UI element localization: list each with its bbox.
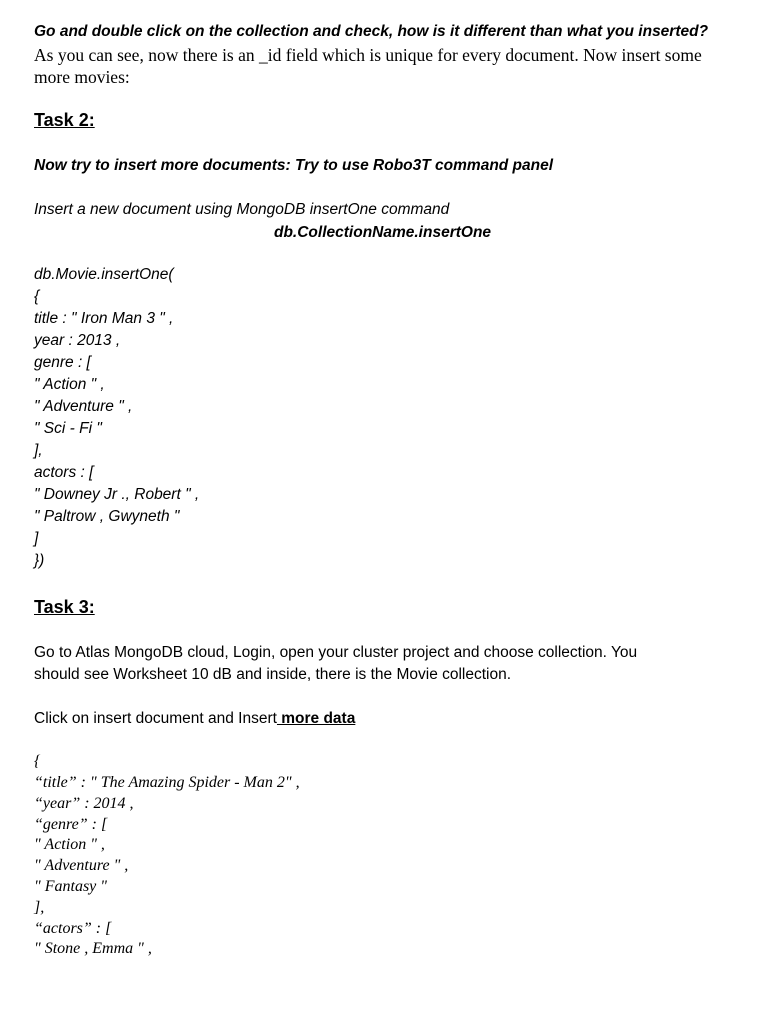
task3-code-line: {	[34, 753, 41, 770]
task3-insert-prefix: Click on insert document and Insert	[34, 710, 277, 727]
task3-insert-line	[34, 710, 355, 728]
task3-code-line: ],	[34, 899, 45, 916]
task2-code-line: actors : [	[34, 464, 94, 481]
task2-code-line: db.Movie.insertOne(	[34, 266, 174, 283]
task2-heading: Task 2:	[34, 110, 95, 130]
intro-question: Go and double click on the collection and check, how is it different than what you inserted?	[34, 23, 709, 40]
intro-body-line2: more movies:	[34, 67, 130, 87]
task3-code-line: " Adventure " ,	[34, 857, 129, 874]
task2-code-line: ],	[34, 442, 43, 459]
task3-code-line: " Fantasy "	[34, 878, 107, 895]
task2-code-line: " Paltrow , Gwyneth "	[34, 508, 180, 525]
task2-instruction: Now try to insert more documents: Try to use Robo3T command panel	[34, 157, 554, 174]
intro-body-line1: As you can see, now there is an _id field which is unique for every document. Now insert some	[34, 45, 702, 65]
task3-para-line1: Go to Atlas MongoDB cloud, Login, open your cluster project and choose collection. You	[34, 644, 638, 661]
task2-code-line: " Adventure " ,	[34, 398, 133, 415]
task3-code-line: " Stone , Emma " ,	[34, 940, 152, 957]
task2-code-line: title : " Iron Man 3 " ,	[34, 310, 174, 327]
task2-command: db.CollectionName.insertOne	[274, 224, 492, 241]
task3-code-line: “actors” : [	[34, 920, 112, 937]
task2-code-line: " Downey Jr ., Robert " ,	[34, 486, 200, 503]
task2-code-line: " Action " ,	[34, 376, 105, 393]
task2-code-line: })	[34, 552, 45, 569]
task3-para-line2: should see Worksheet 10 dB and inside, there is the Movie collection.	[34, 666, 512, 683]
task3-code-line: “title” : " The Amazing Spider - Man 2" ,	[34, 774, 300, 791]
task3-code-line: “year” : 2014 ,	[34, 795, 134, 812]
more-data-link[interactable]: more data	[276, 710, 356, 727]
task2-code-line: ]	[34, 530, 39, 547]
task2-code-line: {	[34, 288, 40, 305]
task2-code-line: year : 2013 ,	[34, 332, 121, 349]
task3-code-line: " Action " ,	[34, 836, 105, 853]
task2-code-line: " Sci - Fi "	[34, 420, 102, 437]
task2-subinstruction: Insert a new document using MongoDB insertOne command	[34, 201, 450, 218]
task3-code-line: “genre” : [	[34, 816, 108, 833]
task3-heading: Task 3:	[34, 597, 95, 617]
task2-code-line: genre : [	[34, 354, 91, 371]
